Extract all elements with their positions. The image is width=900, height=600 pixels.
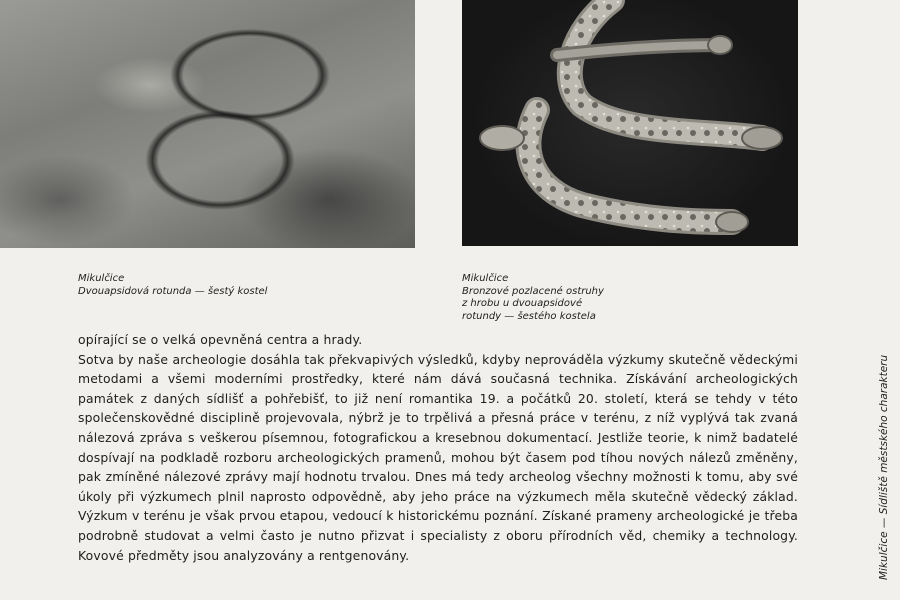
article-body <box>78 330 798 565</box>
rotunda-excavation-photo <box>0 0 415 248</box>
right-photo-caption <box>462 273 604 323</box>
caption-line: z hrobu u dvouapsidové <box>462 298 583 309</box>
caption-line: rotundy — šestého kostela <box>462 310 596 322</box>
lead-line: opírající se o velká opevněná centra a hrady. <box>78 332 363 347</box>
left-photo-caption <box>78 273 267 298</box>
bronze-spurs-photo <box>462 0 798 246</box>
caption-line: Bronzové pozlacené ostruhy <box>462 285 604 297</box>
body-paragraph: Sotva by naše archeologie dosáhla tak překvapivých výsledků, kdyby neprováděla výzkumy skutečně vědeckými metodami a všemi moderními prostředky, které nám dává současná technika. Získávání archeologických památek z daných sídlišť a pohřebišť, to již není romantika 19. a počátků 20. století, která se tehdy v této společenskovědné disciplině projevovala, nýbrž je to trpělivá a přesná práce v terénu, z níž vyplývá tak zvaná nálezová zpráva s veškerou písemnou, fotografickou a kresebnou dokumentací. Jestliže teorie, k nimž badatelé dospívají na podkladě rozboru archeologických pramenů, mohou být časem pod tíhou nových nálezů změněny, pak zmíněné nálezové zprávy mají hodnotu trvalou. Dnes má tedy archeolog všechny možnosti k tomu, aby své úkoly při výzkumech plnil naprosto odpovědně, aby jeho práce na výzkumech měla skutečně vědecký základ. Výzkum v terénu je však prvou etapou, vedoucí k historickému poznání. Získané prameny archeologické je třeba podrobně studovat a velmi často je nutno přizvat i specialisty z oboru přírodních věd, chemiky a technology. Kovové předměty jsou analyzovány a rentgenovány. <box>78 351 798 563</box>
caption-title: Mikulčice <box>78 273 125 284</box>
margin-running-head: Mikulčice — Sídliště městského charakteru <box>878 354 890 580</box>
caption-title: Mikulčice <box>462 273 509 284</box>
caption-line: Dvouapsidová rotunda — šestý kostel <box>78 285 268 297</box>
spurs-illustration <box>462 0 798 246</box>
